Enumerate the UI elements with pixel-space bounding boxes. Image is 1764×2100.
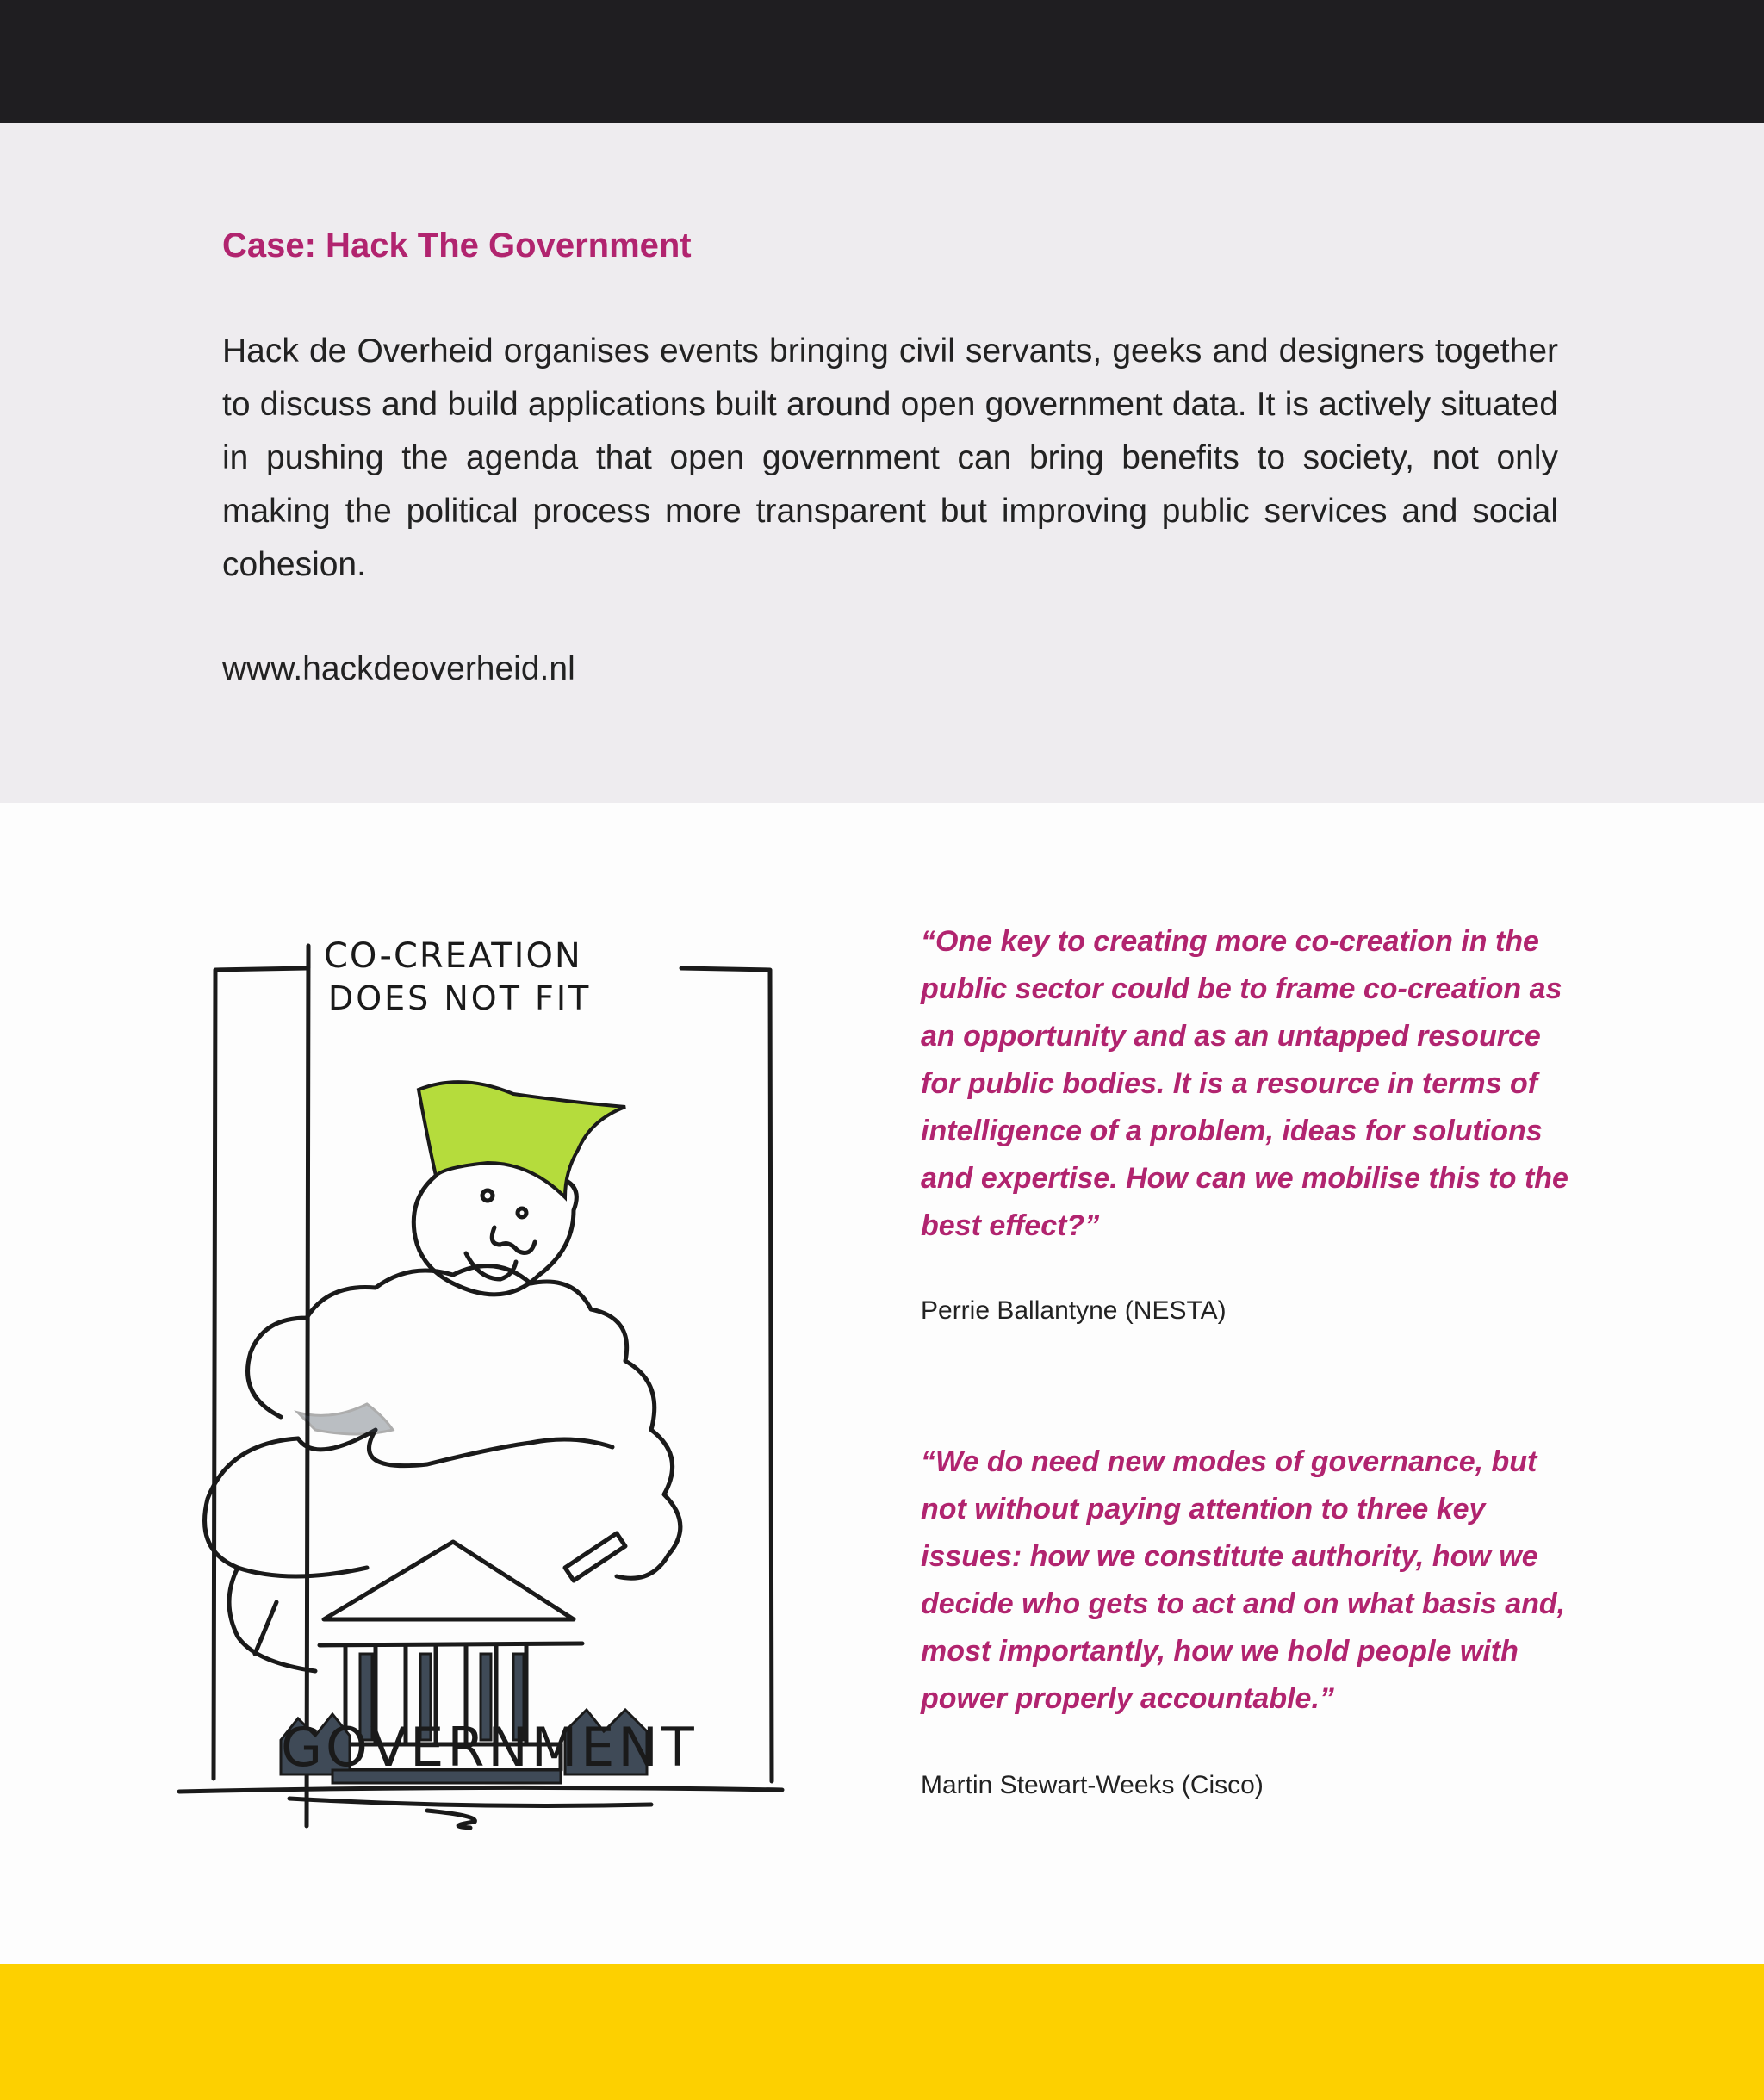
bottom-bar (0, 1964, 1764, 2100)
government-illustration (169, 913, 806, 1835)
caption-top-line1: CO-CREATION (324, 936, 582, 976)
belly-shade (298, 1404, 393, 1434)
belly (238, 1568, 367, 1576)
caption-bottom: GOVERNMENT (281, 1716, 698, 1779)
caption-top-line2: DOES NOT FIT (328, 979, 592, 1017)
pen (565, 1533, 625, 1581)
case-panel (0, 123, 1764, 803)
hair (419, 1082, 625, 1197)
frame-right (681, 968, 772, 1781)
eye-right (518, 1208, 526, 1217)
underline (289, 1799, 651, 1805)
left-arm (205, 1438, 315, 1671)
quote-cisco: “We do need new modes of governance, but not without paying attention to three key issues: how we constitute authority, how we decide who gets to act and on what basis and, most importantly, how we hold people with power properly accountable.” (921, 1445, 1566, 1715)
left-arm-inner (298, 1430, 612, 1466)
quote-nesta: “One key to creating more co-creation in the public sector could be to frame co-creation as an opportunity and as an untapped resource for public bodies. It is a resource in terms of intelligence of a problem, ideas for solutions and expertise. How can we mobilise this to the best effect?” (921, 925, 1568, 1242)
nose (492, 1227, 535, 1252)
top-bar (0, 0, 1764, 123)
underline-squiggle (427, 1811, 475, 1828)
pen-left (255, 1602, 276, 1654)
roof (324, 1542, 574, 1619)
frame-line (307, 946, 308, 1826)
quote-attribution-cisco: Martin Stewart-Weeks (Cisco) (921, 1771, 1264, 1799)
quote-attribution-nesta: Perrie Ballantyne (NESTA) (921, 1296, 1227, 1325)
case-body: Hack de Overheid organises events bringing civil servants, geeks and designers together to discuss and build applications built around open government data. It is actively situated in pushing the agenda that open government can bring benefits to society, not only making the political process more transparent but improving public services and social cohesion. (222, 332, 1558, 583)
roof-line (320, 1643, 582, 1645)
case-url: www.hackdeoverheid.nl (222, 650, 575, 687)
ground-line (179, 1787, 782, 1792)
eye-left (482, 1190, 493, 1201)
case-title: Case: Hack The Government (222, 227, 692, 264)
